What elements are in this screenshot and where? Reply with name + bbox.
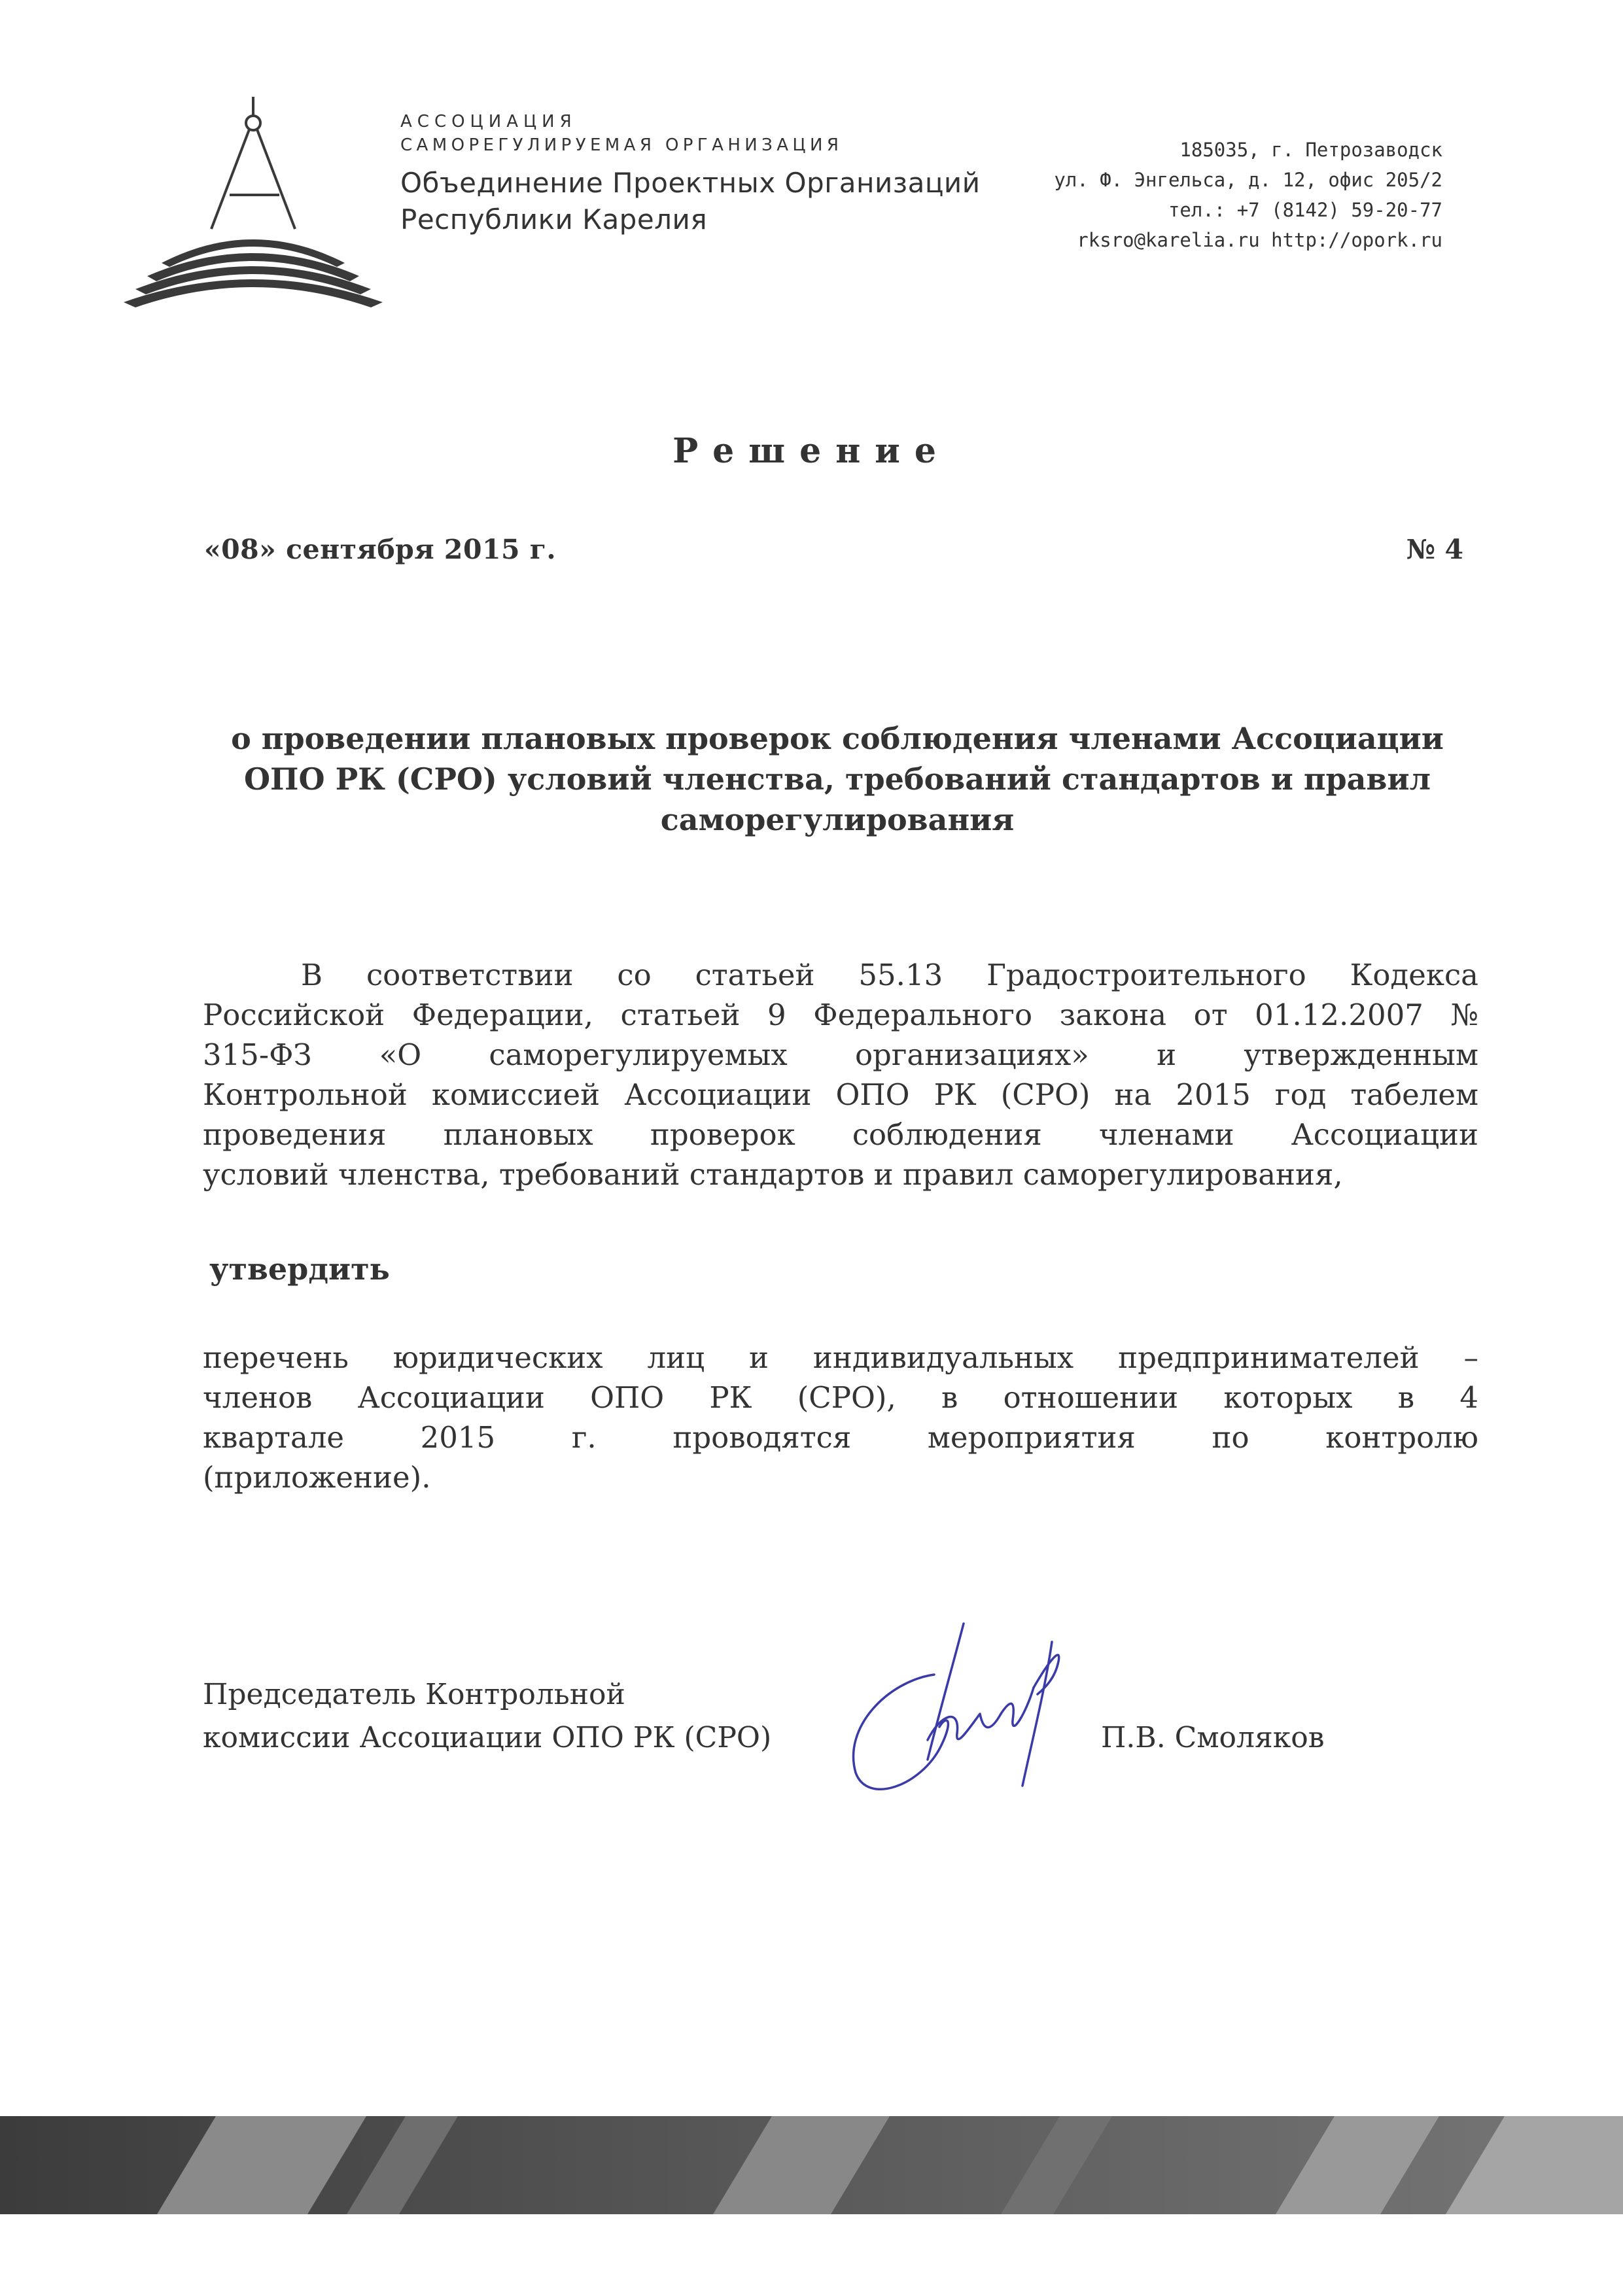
paragraph-line: 315-ФЗ «О саморегулируемых организациях» и утвержденным — [203, 1037, 1478, 1072]
org-name-line-2: Республики Карелия — [400, 203, 708, 235]
organization-name-block — [400, 110, 989, 238]
address-line-1: 185035, г. Петрозаводск — [1179, 139, 1442, 161]
paragraph-line: В соответствии со статьей 55.13 Градостроительного Кодекса — [301, 958, 1478, 992]
paragraph-line: проведения плановых проверок соблюдения членами Ассоциации — [203, 1117, 1478, 1152]
footer-decorative-band — [0, 2103, 1623, 2253]
phone-line: тел.: +7 (8142) 59-20-77 — [1168, 199, 1442, 221]
org-kind-line: САМОРЕГУЛИРУЕМАЯ ОРГАНИЗАЦИЯ — [400, 135, 843, 155]
subject-line: о проведении плановых проверок соблюдения членами Ассоциации — [231, 721, 1444, 756]
signer-position-line-2: комиссии Ассоциации ОПО РК (СРО) — [203, 1721, 772, 1754]
signer-position — [203, 1673, 771, 1760]
paragraph-line: Контрольной комиссией Ассоциации ОПО РК (СРО) на 2015 год табелем — [203, 1077, 1478, 1112]
main-paragraph — [203, 955, 1478, 1194]
signer-position-line-1: Председатель Контрольной — [203, 1678, 625, 1711]
paragraph-line: квартале 2015 г. проводятся мероприятия по контролю — [203, 1420, 1478, 1455]
subject-line: ОПО РК (СРО) условий членства, требований стандартов и правил — [243, 761, 1431, 797]
document-title: Решение — [672, 431, 951, 471]
paragraph-line: Российской Федерации, статьей 9 Федерального закона от 01.12.2007 № — [203, 998, 1478, 1032]
paragraph-line: условий членства, требований стандартов и правил саморегулирования, — [203, 1157, 1343, 1192]
org-name-line-1: Объединение Проектных Организаций — [400, 167, 981, 199]
compass-dome-logo-icon — [101, 92, 409, 314]
address-line-2: ул. Ф. Энгельса, д. 12, офис 205/2 — [1054, 169, 1442, 191]
document-date: «08» сентября 2015 г. — [204, 534, 557, 565]
paragraph-line: перечень юридических лиц и индивидуальных предпринимателей – — [203, 1340, 1478, 1375]
document-subject — [196, 718, 1478, 840]
org-type-line: АССОЦИАЦИЯ — [400, 112, 577, 131]
contact-block — [971, 135, 1442, 255]
paragraph-line: (приложение). — [203, 1460, 431, 1495]
org-full-name — [400, 165, 989, 238]
paragraph-line: членов Ассоциации ОПО РК (СРО), в отношении которых в 4 — [203, 1380, 1478, 1415]
list-paragraph — [203, 1338, 1478, 1497]
handwritten-signature-icon — [829, 1616, 1104, 1812]
approve-word: утвердить — [209, 1251, 390, 1287]
signer-name: П.В. Смоляков — [1101, 1721, 1325, 1754]
email-web-line: rksro@karelia.ru http://opork.ru — [1077, 229, 1442, 251]
document-number: № 4 — [1406, 534, 1463, 565]
subject-line: саморегулирования — [660, 802, 1015, 837]
